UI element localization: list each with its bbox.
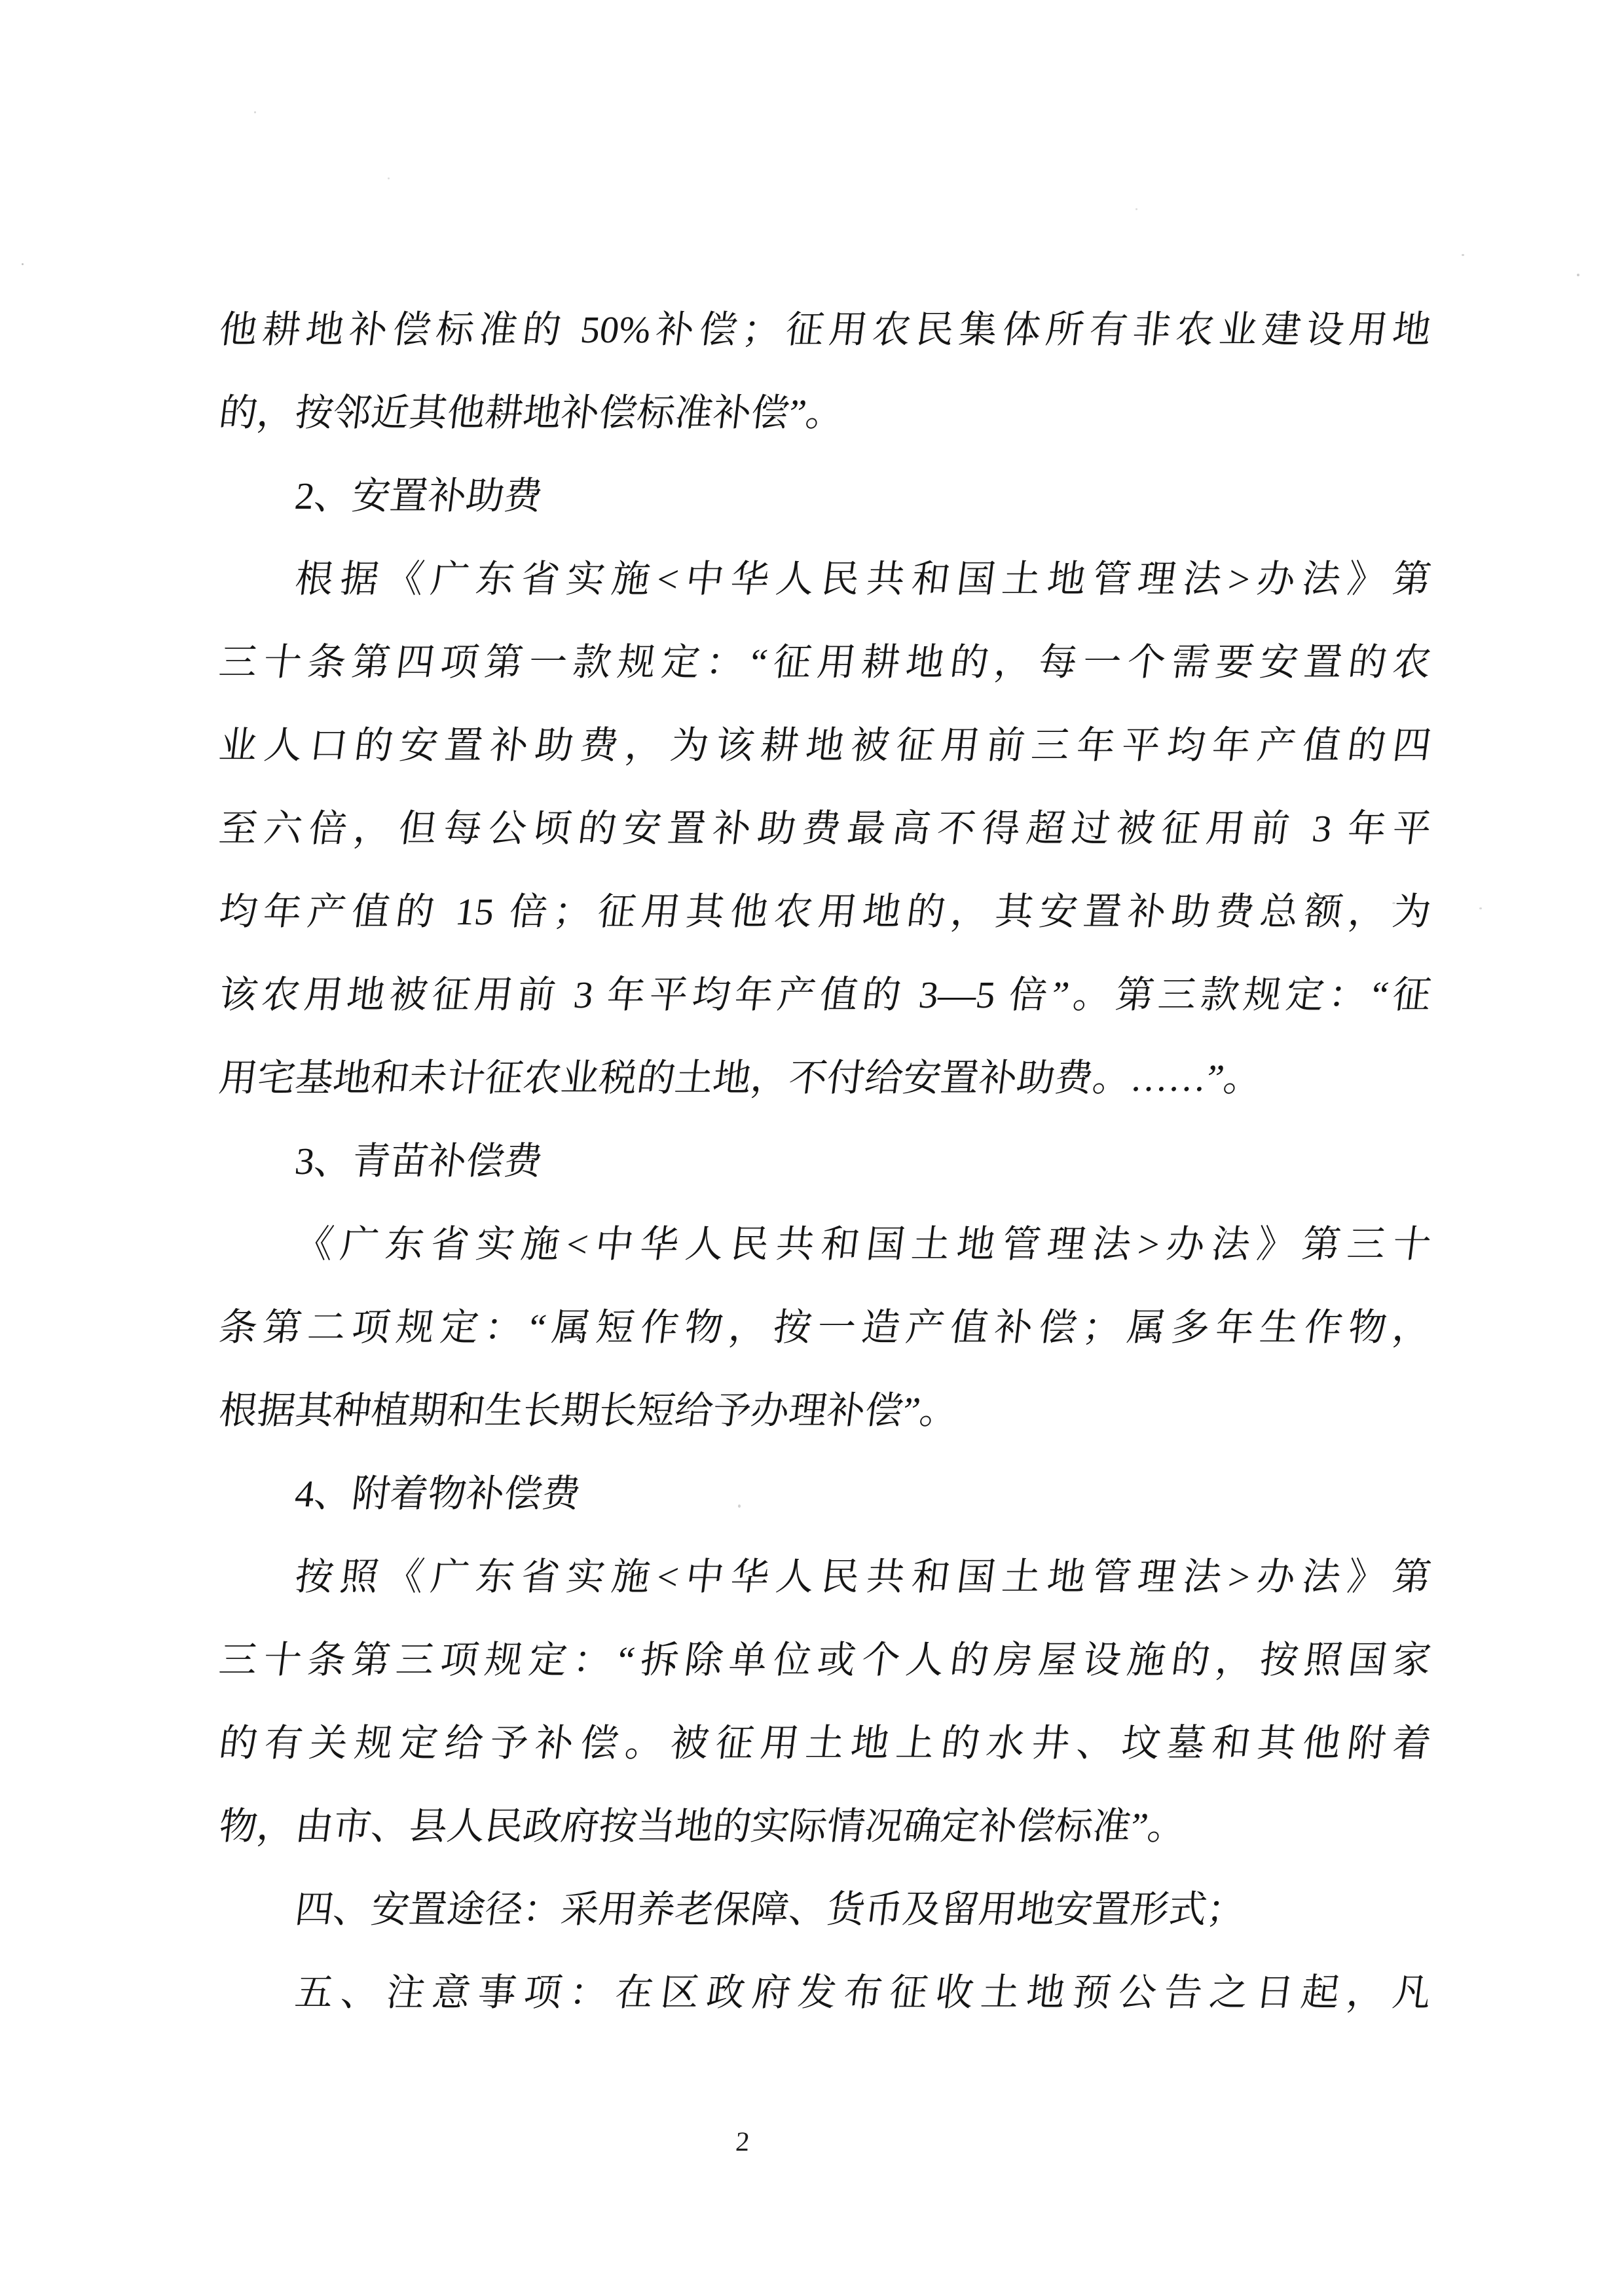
text-line: 根据其种植期和生长期长短给予办理补偿”。 — [217, 1389, 961, 1432]
scan-speck — [1462, 254, 1464, 256]
text-line: 的有关规定给予补偿。被征用土地上的水井、坟墓和其他附着 — [217, 1722, 1433, 1764]
text-line: 业人口的安置补助费，为该耕地被征用前三年平均年产值的四 — [217, 724, 1433, 767]
heading-line: 4、附着物补偿费 — [293, 1472, 583, 1515]
text-line: 《广东省实施<中华人民共和国土地管理法>办法》第三十 — [293, 1223, 1433, 1266]
scan-speck — [388, 177, 390, 179]
text-line: 他耕地补偿标准的 50%补偿；征用农民集体所有非农业建设用地 — [217, 308, 1433, 351]
text-line: 三十条第三项规定：“拆除单位或个人的房屋设施的，按照国家 — [217, 1639, 1433, 1681]
text-line: 按照《广东省实施<中华人民共和国土地管理法>办法》第 — [293, 1556, 1433, 1598]
text-line: 五、注意事项：在区政府发布征收土地预公告之日起，凡 — [293, 1971, 1433, 2014]
text-line: 条第二项规定：“属短作物，按一造产值补偿；属多年生作物， — [217, 1306, 1433, 1349]
heading-line: 3、青苗补偿费 — [293, 1140, 545, 1182]
page-number: 2 — [734, 2127, 751, 2157]
scan-speck — [1479, 907, 1482, 909]
text-line: 用宅基地和未计征农业税的土地，不付给安置补助费。……”。 — [217, 1057, 1264, 1099]
heading-line: 2、安置补助费 — [293, 475, 545, 517]
scan-speck — [22, 263, 24, 265]
text-line: 该农用地被征用前 3 年平均年产值的 3—5 倍”。第三款规定：“征 — [217, 974, 1433, 1016]
text-line: 物，由市、县人民政府按当地的实际情况确定补偿标准”。 — [217, 1805, 1189, 1848]
text-line: 根据《广东省实施<中华人民共和国土地管理法>办法》第 — [293, 558, 1433, 600]
text-line: 均年产值的 15 倍；征用其他农用地的，其安置补助费总额，为 — [217, 890, 1433, 933]
text-line: 四、安置途径：采用养老保障、货币及留用地安置形式； — [293, 1888, 1248, 1931]
text-line: 三十条第四项第一款规定：“征用耕地的，每一个需要安置的农 — [217, 641, 1433, 683]
text-line: 至六倍，但每公顷的安置补助费最高不得超过被征用前 3 年平 — [217, 807, 1433, 850]
scan-speck — [1577, 274, 1579, 276]
scan-speck — [1135, 208, 1137, 210]
text-line: 的，按邻近其他耕地补偿标准补偿”。 — [217, 392, 847, 434]
document-body — [219, 288, 1431, 2034]
scan-speck — [254, 111, 256, 113]
